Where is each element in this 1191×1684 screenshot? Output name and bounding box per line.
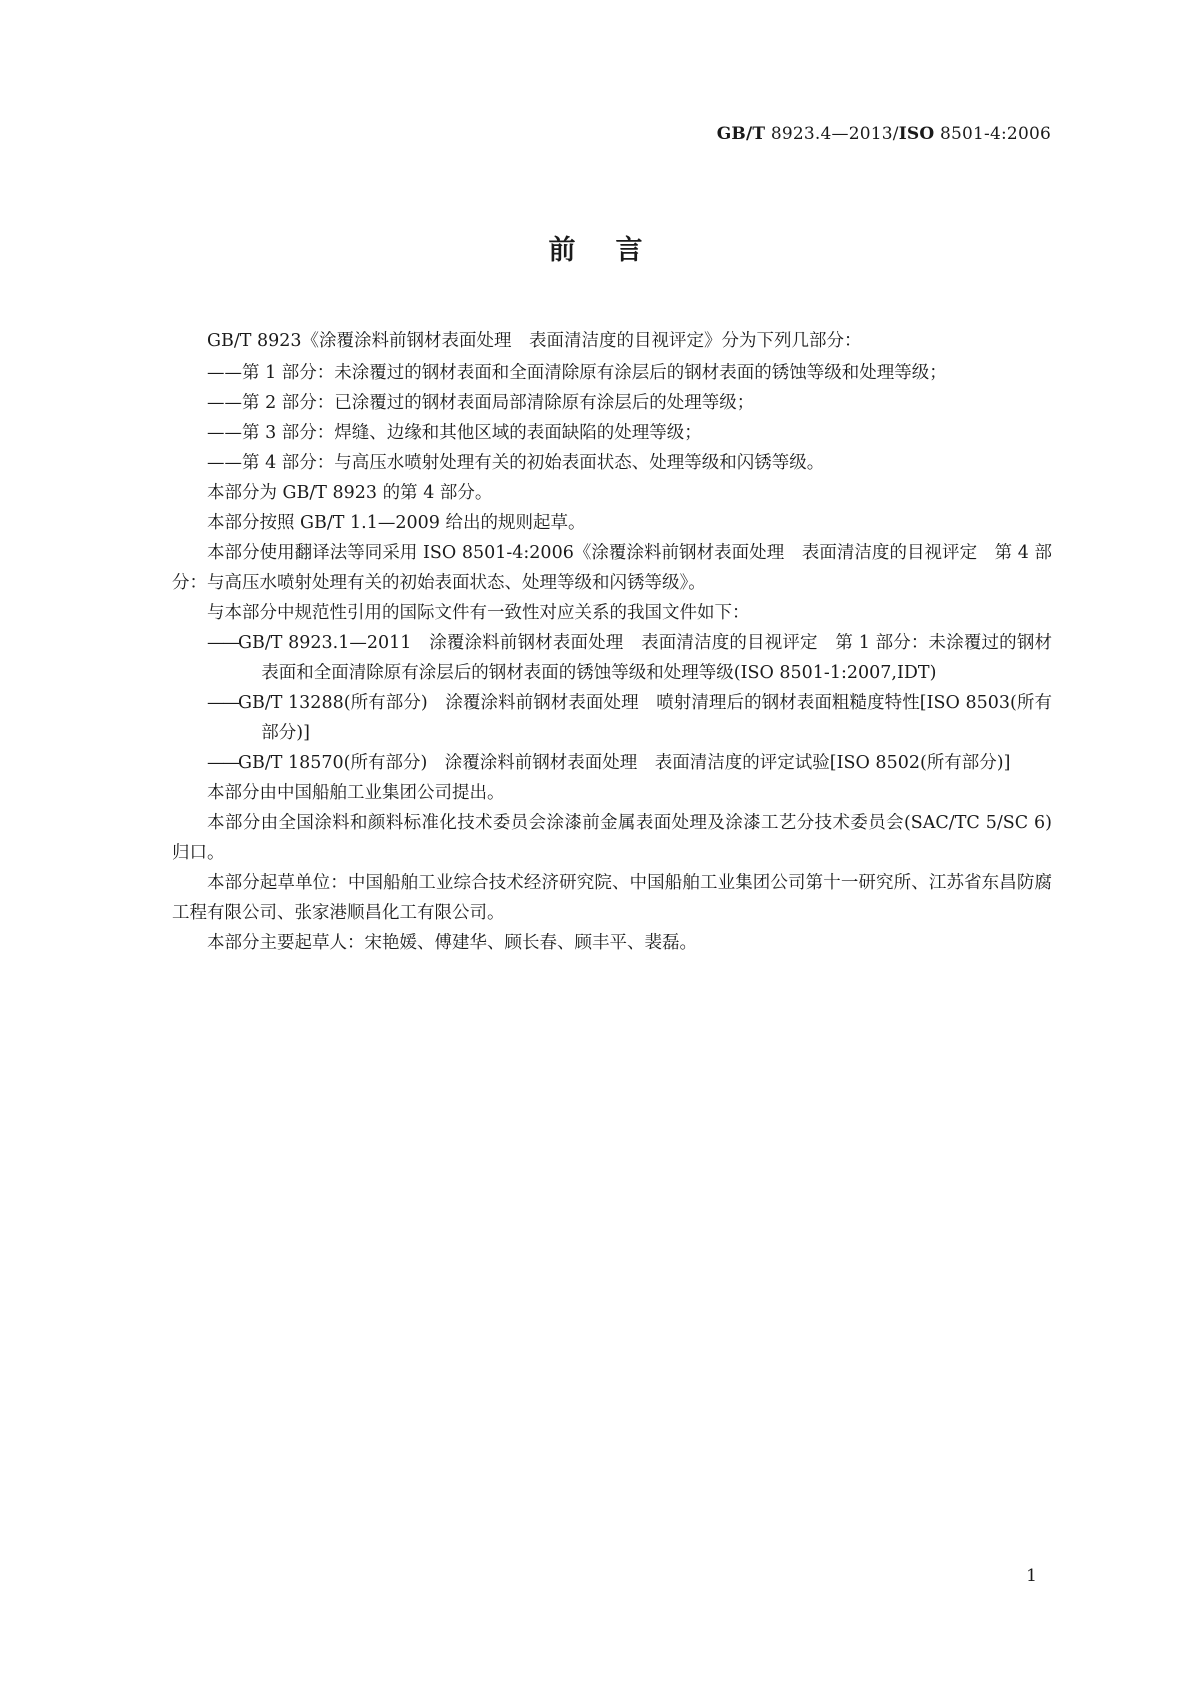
page-title: 前言	[548, 235, 683, 266]
header-code-iso: ISO	[898, 124, 935, 144]
part-item-3: ——第 3 部分：焊缝、边缘和其他区域的表面缺陷的处理等级；	[207, 423, 702, 443]
intro-paragraph: GB/T 8923《涂覆涂料前钢材表面处理 表面清洁度的目视评定》分为下列几部分：	[207, 331, 862, 351]
reference-dash: ——	[207, 633, 238, 653]
management-statement: 本部分由全国涂料和颜料标准化技术委员会涂漆前金属表面处理及涂漆工艺分技术委员会(SAC/TC 5/SC 6)归口。	[172, 813, 1052, 863]
reference-item-2	[172, 688, 1052, 748]
page-number: 1	[1026, 1566, 1037, 1586]
proposed-statement: 本部分由中国船舶工业集团公司提出。	[207, 783, 505, 803]
standard-code-header	[717, 124, 1051, 144]
reference-text: GB/T 18570(所有部分) 涂覆涂料前钢材表面处理 表面清洁度的评定试验[ISO 8502(所有部分)]	[238, 753, 1011, 773]
header-code-iso-number: 8501-4:2006	[934, 124, 1051, 144]
reference-text: GB/T 8923.1—2011 涂覆涂料前钢材表面处理 表面清洁度的目视评定 第 1 部分：未涂覆过的钢材表面和全面清除原有涂层后的钢材表面的锈蚀等级和处理等级(ISO 8501-1:2007,IDT)	[238, 633, 1052, 683]
part-item-2: ——第 2 部分：已涂覆过的钢材表面局部清除原有涂层后的处理等级；	[207, 393, 755, 413]
header-code-number: 8923.4—2013/	[765, 124, 899, 144]
part-statement: 本部分为 GB/T 8923 的第 4 部分。	[207, 483, 493, 503]
part-item-1: ——第 1 部分：未涂覆过的钢材表面和全面清除原有涂层后的钢材表面的锈蚀等级和处理等级；	[207, 363, 947, 383]
reference-dash: ——	[207, 753, 238, 773]
part-item-4: ——第 4 部分：与高压水喷射处理有关的初始表面状态、处理等级和闪锈等级。	[207, 453, 825, 473]
references-intro: 与本部分中规范性引用的国际文件有一致性对应关系的我国文件如下：	[207, 603, 750, 623]
reference-text: GB/T 13288(所有部分) 涂覆涂料前钢材表面处理 喷射清理后的钢材表面粗糙度特性[ISO 8503(所有部分)]	[238, 693, 1052, 743]
drafters: 本部分主要起草人：宋艳媛、傅建华、顾长春、顾丰平、裴磊。	[207, 933, 697, 953]
header-code-gbt: GB/T	[716, 124, 766, 144]
drafting-units: 本部分起草单位：中国船舶工业综合技术经济研究院、中国船舶工业集团公司第十一研究所、江苏省东昌防腐工程有限公司、张家港顺昌化工有限公司。	[172, 873, 1052, 923]
foreword-body	[172, 326, 1052, 958]
reference-item-3	[172, 748, 1052, 778]
translation-statement: 本部分使用翻译法等同采用 ISO 8501-4:2006《涂覆涂料前钢材表面处理 表面清洁度的目视评定 第 4 部分：与高压水喷射处理有关的初始表面状态、处理等级和闪锈等级》。	[172, 543, 1052, 593]
reference-item-1	[172, 628, 1052, 688]
rules-statement: 本部分按照 GB/T 1.1—2009 给出的规则起草。	[207, 513, 586, 533]
reference-dash: ——	[207, 693, 238, 713]
